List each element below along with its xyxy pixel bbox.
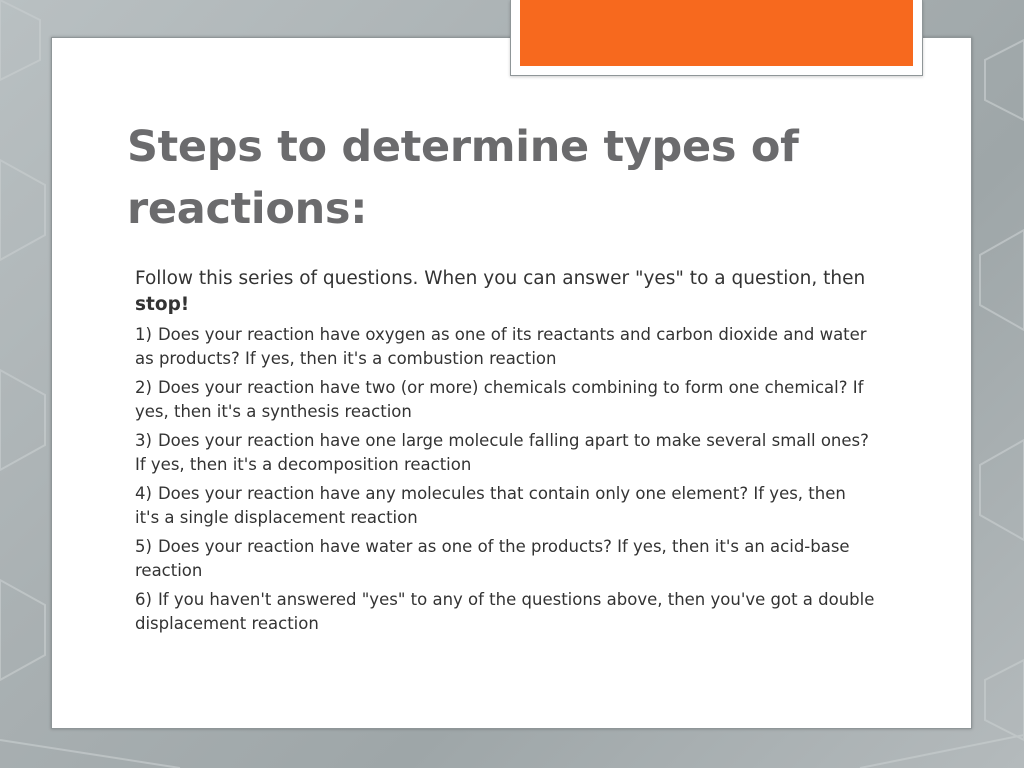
step-number: 1) xyxy=(135,325,152,344)
step-text: Does your reaction have any molecules that contain only one element? If yes, then it's a single displacement reaction xyxy=(135,484,846,527)
intro-text: Follow this series of questions. When you can answer "yes" to a question, then xyxy=(135,268,866,289)
accent-tab xyxy=(510,0,923,76)
step-text: If you haven't answered "yes" to any of the questions above, then you've got a double displacement reaction xyxy=(135,590,875,633)
step-text: Does your reaction have water as one of the products? If yes, then it's an acid-base reaction xyxy=(135,537,850,580)
step-item-3 xyxy=(135,429,875,477)
step-text: Does your reaction have oxygen as one of its reactants and carbon dioxide and water as products? If yes, then it's a combustion reaction xyxy=(135,325,867,368)
step-item-6 xyxy=(135,588,875,636)
step-text: Does your reaction have one large molecule falling apart to make several small ones? If yes, then it's a decomposition reaction xyxy=(135,431,869,474)
step-text: Does your reaction have two (or more) chemicals combining to form one chemical? If yes, then it's a synthesis reaction xyxy=(135,378,864,421)
step-number: 6) xyxy=(135,590,152,609)
intro-emphasis: stop! xyxy=(135,294,190,315)
step-number: 4) xyxy=(135,484,152,503)
step-item-1 xyxy=(135,323,875,371)
accent-bar xyxy=(520,0,913,66)
step-number: 5) xyxy=(135,537,152,556)
step-number: 2) xyxy=(135,378,152,397)
step-number: 3) xyxy=(135,431,152,450)
step-item-5 xyxy=(135,535,875,583)
step-item-4 xyxy=(135,482,875,530)
slide-title: Steps to determine types of reactions: xyxy=(127,122,799,234)
slide-body xyxy=(135,266,875,641)
intro-paragraph xyxy=(135,266,875,318)
step-item-2 xyxy=(135,376,875,424)
